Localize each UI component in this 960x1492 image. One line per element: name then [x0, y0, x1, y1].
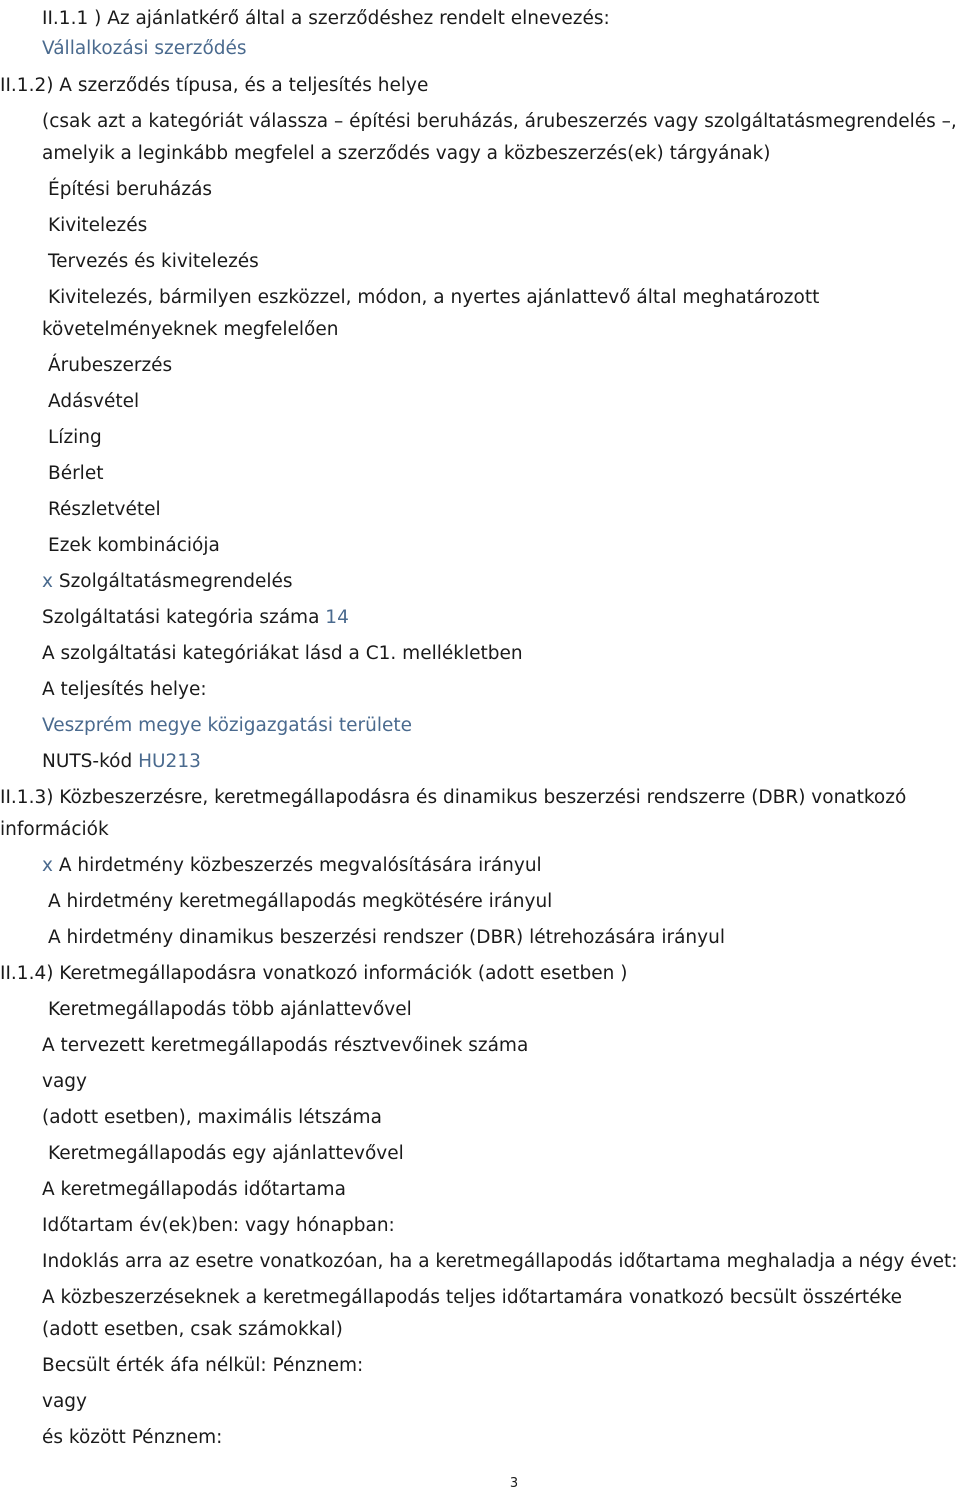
option-execution: Kivitelezés — [48, 215, 148, 236]
section-heading-2-1-1: II.1.1 ) Az ajánlatkérő által a szerződéshez rendelt elnevezés: — [42, 8, 610, 29]
option-execution-any-means-cont: követelményeknek megfelelően — [42, 319, 339, 340]
place-of-performance-label: A teljesítés helye: — [42, 679, 207, 700]
option-purchase: Adásvétel — [48, 391, 140, 412]
option-construction: Építési beruházás — [48, 179, 213, 200]
option-procurement — [42, 854, 542, 878]
or-text-1: vagy — [42, 1071, 87, 1092]
service-category-label: Szolgáltatási kategória száma — [42, 607, 320, 628]
option-procurement-label: A hirdetmény közbeszerzés megvalósítására irányul — [58, 855, 542, 876]
option-supply: Árubeszerzés — [48, 355, 173, 376]
option-leasing: Lízing — [48, 427, 102, 448]
instruction-line-2: amelyik a leginkább megfelel a szerződés vagy a közbeszerzés(ek) tárgyának) — [42, 143, 771, 164]
service-category-note: A szolgáltatási kategóriákat lásd a C1. mellékletben — [42, 643, 523, 664]
checked-mark: x — [42, 855, 53, 876]
service-category-row — [42, 606, 349, 630]
section-heading-2-1-4: II.1.4) Keretmegállapodásra vonatkozó információk (adott esetben ) — [0, 963, 628, 984]
option-hire-purchase: Részletvétel — [48, 499, 161, 520]
or-text-2: vagy — [42, 1391, 87, 1412]
page-number: 3 — [509, 1476, 519, 1491]
service-category-value: 14 — [325, 607, 349, 628]
nuts-code-value: HU213 — [138, 751, 201, 772]
estimated-total-value-label: A közbeszerzéseknek a keretmegállapodás teljes időtartamára vonatkozó becsült összértéke — [42, 1287, 903, 1308]
option-dps: A hirdetmény dinamikus beszerzési rendszer (DBR) létrehozására irányul — [48, 927, 725, 948]
section-heading-2-1-3: II.1.3) Közbeszerzésre, keretmegállapodásra és dinamikus beszerzési rendszerre (DBR) vonatkozó — [0, 787, 907, 808]
option-services — [42, 570, 293, 594]
section-heading-2-1-2: II.1.2) A szerződés típusa, és a teljesítés helye — [0, 75, 429, 96]
framework-duration-label: A keretmegállapodás időtartama — [42, 1179, 346, 1200]
estimated-value-currency-label: Becsült érték áfa nélkül: Pénznem: — [42, 1355, 364, 1376]
nuts-code-row — [42, 750, 201, 774]
option-framework-multiple: Keretmegállapodás több ajánlattevővel — [48, 999, 412, 1020]
max-participants-label: (adott esetben), maximális létszáma — [42, 1107, 382, 1128]
range-currency-label: és között Pénznem: — [42, 1427, 223, 1448]
option-combination: Ezek kombinációja — [48, 535, 220, 556]
option-framework-single: Keretmegállapodás egy ajánlattevővel — [48, 1143, 404, 1164]
option-design-and-execution: Tervezés és kivitelezés — [48, 251, 259, 272]
instruction-line-1: (csak azt a kategóriát válassza – építési beruházás, árubeszerzés vagy szolgáltatásmegrendelés –, — [42, 111, 957, 132]
option-framework: A hirdetmény keretmegállapodás megkötésére irányul — [48, 891, 553, 912]
participants-number-label: A tervezett keretmegállapodás résztvevőinek száma — [42, 1035, 529, 1056]
estimated-total-value-note: (adott esetben, csak számokkal) — [42, 1319, 343, 1340]
nuts-code-label: NUTS-kód — [42, 751, 133, 772]
place-of-performance-value: Veszprém megye közigazgatási területe — [42, 715, 412, 736]
option-rental: Bérlet — [48, 463, 104, 484]
option-services-label: Szolgáltatásmegrendelés — [58, 571, 293, 592]
duration-years-months-label: Időtartam év(ek)ben: vagy hónapban: — [42, 1215, 395, 1236]
contract-name-value: Vállalkozási szerződés — [42, 38, 247, 59]
option-execution-any-means: Kivitelezés, bármilyen eszközzel, módon, a nyertes ajánlattevő által meghatározott — [48, 287, 820, 308]
justification-label: Indoklás arra az esetre vonatkozóan, ha a keretmegállapodás időtartama meghaladja a négy évet: — [42, 1251, 958, 1272]
section-heading-2-1-3-cont: információk — [0, 819, 109, 840]
checked-mark: x — [42, 571, 53, 592]
